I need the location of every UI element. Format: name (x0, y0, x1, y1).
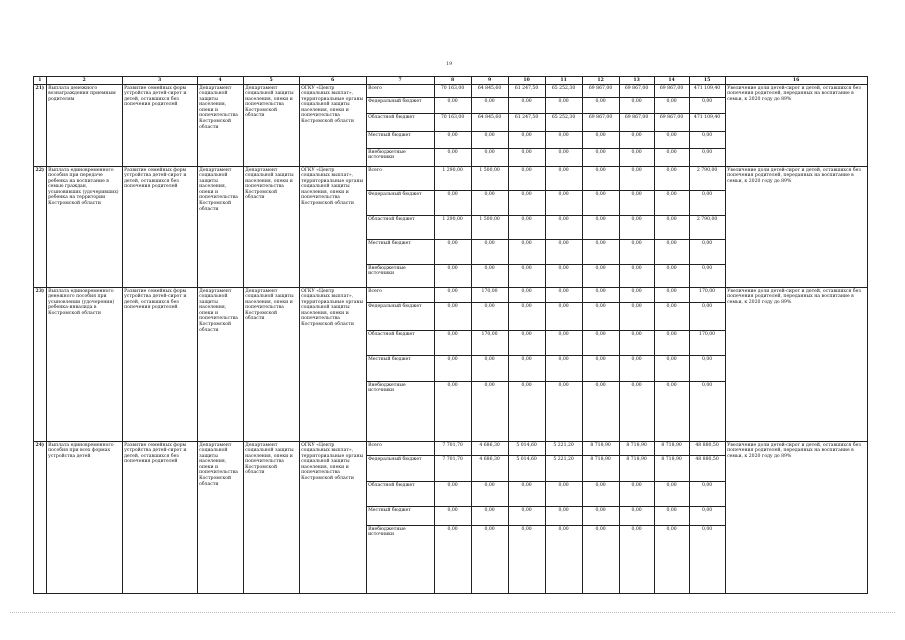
column-number: 3 (122, 77, 197, 85)
funding-value: 0,00 (434, 382, 471, 442)
funding-source: Местный бюджет (366, 507, 434, 526)
funding-value: 0,00 (471, 382, 508, 442)
funding-value: 0,00 (434, 191, 471, 216)
funding-value: 0,00 (654, 303, 689, 331)
funding-value: 0,00 (654, 265, 689, 288)
funding-value: 0,00 (689, 98, 725, 114)
funding-value: 0,00 (582, 482, 619, 507)
funding-value: 0,00 (654, 132, 689, 149)
funding-value: 0,00 (545, 132, 582, 149)
program-measures-table (33, 76, 868, 594)
co-executor: Департамент социальной защиты населения, опеки и попечительства Костромской области (243, 167, 299, 288)
funding-value: 0,00 (689, 265, 725, 288)
funding-value: 0,00 (619, 132, 654, 149)
funding-value: 5 014,60 (508, 456, 545, 482)
funding-value: 0,00 (434, 240, 471, 265)
funding-value: 0,00 (545, 216, 582, 240)
funding-value: 0,00 (434, 149, 471, 167)
funding-value: 0,00 (471, 303, 508, 331)
funding-value: 0,00 (582, 303, 619, 331)
funding-value: 471 109,40 (689, 85, 725, 98)
funding-value: 7 701,70 (434, 456, 471, 482)
funding-value: 0,00 (582, 382, 619, 442)
expected-result: Увеличение доли детей-сирот и детей, оставшихся без попечения родителей, переданных на воспитание в семьи, к 2020 году до 89% (725, 442, 867, 594)
funding-value: 0,00 (689, 132, 725, 149)
funding-value: 0,00 (689, 382, 725, 442)
funding-source: Областной бюджет (366, 216, 434, 240)
measure-number: 24) (34, 442, 47, 594)
funding-value: 0,00 (689, 507, 725, 526)
funding-value: 0,00 (545, 167, 582, 191)
funds-recipient: ОГКУ «Центр социальных выплат», территориальные органы социальной защиты населения, опеки и попечительства Костромской области (299, 288, 366, 442)
funding-source: Областной бюджет (366, 482, 434, 507)
funding-value: 0,00 (508, 382, 545, 442)
funding-value: 0,00 (471, 191, 508, 216)
funding-value: 0,00 (654, 356, 689, 382)
funding-value: 0,00 (545, 303, 582, 331)
funding-value: 0,00 (508, 482, 545, 507)
co-executor: Департамент социальной защиты населения, опеки и попечительства Костромской области (243, 288, 299, 442)
funding-value: 0,00 (471, 482, 508, 507)
funding-value: 0,00 (654, 191, 689, 216)
funding-value: 1 500,00 (471, 167, 508, 191)
funding-value: 0,00 (471, 149, 508, 167)
funding-value: 0,00 (508, 149, 545, 167)
co-executor: Департамент социальной защиты населения, опеки и попечительства Костромской области (243, 85, 299, 167)
funding-value: 0,00 (434, 482, 471, 507)
funding-value: 0,00 (689, 482, 725, 507)
funding-value: 0,00 (545, 356, 582, 382)
funding-value: 0,00 (619, 167, 654, 191)
funding-value: 0,00 (619, 98, 654, 114)
funding-value: 0,00 (689, 191, 725, 216)
funding-value: 0,00 (434, 288, 471, 303)
funding-value: 0,00 (619, 356, 654, 382)
expected-result: Увеличение доли детей-сирот и детей, оставшихся без попечения родителей, переданных на воспитание в семьи, к 2020 году до 89% (725, 85, 867, 167)
funding-source: Всего (366, 85, 434, 98)
funding-source: Внебюджетные источники (366, 382, 434, 442)
funding-value: 0,00 (508, 526, 545, 594)
funding-value: 0,00 (654, 240, 689, 265)
column-number: 2 (46, 77, 122, 85)
funding-value: 0,00 (434, 265, 471, 288)
funding-value: 2 790,00 (689, 216, 725, 240)
funding-value: 0,00 (508, 356, 545, 382)
column-number: 16 (725, 77, 867, 85)
funding-value: 8 718,90 (619, 442, 654, 456)
funds-recipient: ОГКУ «Центр социальных выплат», территориальные органы социальной защиты населения, опеки и попечительства Костромской области (299, 442, 366, 594)
funding-value: 0,00 (654, 482, 689, 507)
funding-value: 0,00 (434, 507, 471, 526)
funding-value: 0,00 (471, 98, 508, 114)
measure-row (34, 167, 868, 191)
funding-value: 8 718,90 (619, 456, 654, 482)
funding-value: 0,00 (689, 240, 725, 265)
funding-value: 69 867,00 (654, 114, 689, 132)
measure-name: Выплата единовременного пособия при всех формах устройства детей (46, 442, 122, 594)
funding-value: 65 252,30 (545, 85, 582, 98)
funding-value: 64 845,60 (471, 114, 508, 132)
funding-value: 0,00 (582, 132, 619, 149)
funding-value: 0,00 (582, 191, 619, 216)
funding-value: 0,00 (471, 265, 508, 288)
column-number: 9 (471, 77, 508, 85)
funding-value: 0,00 (471, 132, 508, 149)
responsible-executor: Департамент социальной защиты населения, опеки и попечительства Костромской области (197, 288, 243, 442)
funding-value: 0,00 (654, 526, 689, 594)
funding-source: Федеральный бюджет (366, 191, 434, 216)
funding-value: 0,00 (654, 331, 689, 356)
funding-value: 0,00 (619, 149, 654, 167)
funding-value: 8 718,90 (582, 456, 619, 482)
funding-value: 0,00 (582, 507, 619, 526)
funding-value: 0,00 (545, 526, 582, 594)
funding-value: 1 290,00 (434, 216, 471, 240)
funding-value: 0,00 (689, 356, 725, 382)
column-number: 7 (366, 77, 434, 85)
funding-source: Местный бюджет (366, 132, 434, 149)
funding-value: 0,00 (545, 331, 582, 356)
funding-value: 0,00 (508, 303, 545, 331)
funding-value: 0,00 (689, 149, 725, 167)
funding-value: 0,00 (508, 191, 545, 216)
funding-source: Федеральный бюджет (366, 303, 434, 331)
responsible-executor: Департамент социальной защиты населения, опеки и попечительства Костромской области (197, 167, 243, 288)
responsible-executor: Департамент социальной защиты населения, опеки и попечительства Костромской области (197, 442, 243, 594)
funding-value: 69 867,00 (582, 114, 619, 132)
funding-value: 0,00 (654, 382, 689, 442)
funding-source: Внебюджетные источники (366, 149, 434, 167)
funding-value: 0,00 (654, 507, 689, 526)
funding-source: Областной бюджет (366, 114, 434, 132)
funding-value: 0,00 (582, 167, 619, 191)
funding-value: 0,00 (689, 303, 725, 331)
funding-value: 0,00 (508, 132, 545, 149)
measure-name: Выплата денежного вознаграждения приемным родителям (46, 85, 122, 167)
funding-value: 69 867,00 (654, 85, 689, 98)
column-number: 15 (689, 77, 725, 85)
funding-value: 0,00 (619, 265, 654, 288)
column-number-row (34, 77, 868, 85)
funding-value: 0,00 (619, 303, 654, 331)
funding-value: 0,00 (689, 526, 725, 594)
funding-value: 0,00 (545, 288, 582, 303)
funding-value: 48 880,50 (689, 456, 725, 482)
funding-value: 0,00 (545, 98, 582, 114)
measure-name: Выплата единовременного пособия при передаче ребенка на воспитание в семью граждан, усыновивших (удочеривших) ребенка на территории Костромской области (46, 167, 122, 288)
funding-source: Всего (366, 167, 434, 191)
funding-value: 0,00 (545, 149, 582, 167)
expected-result: Увеличение доли детей-сирот и детей, оставшихся без попечения родителей, переданных на воспитание в семьи, к 2020 году до 89% (725, 167, 867, 288)
funding-value: 0,00 (619, 507, 654, 526)
measure-number: 21) (34, 85, 47, 167)
funding-value: 0,00 (545, 482, 582, 507)
funding-value: 170,00 (471, 331, 508, 356)
funding-value: 0,00 (654, 98, 689, 114)
funding-value: 70 163,00 (434, 85, 471, 98)
responsible-executor: Департамент социальной защиты населения, опеки и попечительства Костромской области (197, 85, 243, 167)
funding-value: 70 163,00 (434, 114, 471, 132)
funding-value: 0,00 (508, 167, 545, 191)
funding-value: 65 252,30 (545, 114, 582, 132)
measure-target: Развитие семейных форм устройства детей-сирот и детей, оставшихся без попечения родителей (122, 85, 197, 167)
funding-value: 1 500,00 (471, 216, 508, 240)
funding-value: 0,00 (471, 356, 508, 382)
funding-source: Всего (366, 288, 434, 303)
funding-source: Федеральный бюджет (366, 456, 434, 482)
column-number: 12 (582, 77, 619, 85)
funding-value: 0,00 (619, 216, 654, 240)
funding-value: 0,00 (582, 149, 619, 167)
funding-source: Местный бюджет (366, 240, 434, 265)
measure-row (34, 288, 868, 303)
funding-value: 170,00 (689, 288, 725, 303)
funding-value: 0,00 (434, 98, 471, 114)
column-number: 10 (508, 77, 545, 85)
funding-value: 0,00 (582, 331, 619, 356)
funding-value: 5 221,20 (545, 456, 582, 482)
funding-value: 0,00 (434, 331, 471, 356)
funding-value: 0,00 (654, 216, 689, 240)
funding-value: 0,00 (582, 356, 619, 382)
column-number: 11 (545, 77, 582, 85)
funding-value: 0,00 (619, 240, 654, 265)
funding-value: 5 014,60 (508, 442, 545, 456)
funding-value: 0,00 (434, 356, 471, 382)
measure-number: 22) (34, 167, 47, 288)
column-number: 13 (619, 77, 654, 85)
funding-value: 4 686,30 (471, 442, 508, 456)
measure-target: Развитие семейных форм устройства детей-сирот и детей, оставшихся без попечения родителей (122, 288, 197, 442)
funding-value: 7 701,70 (434, 442, 471, 456)
column-number: 14 (654, 77, 689, 85)
column-number: 5 (243, 77, 299, 85)
funding-value: 0,00 (545, 265, 582, 288)
measure-number: 23) (34, 288, 47, 442)
measure-row (34, 85, 868, 98)
funding-value: 0,00 (508, 331, 545, 356)
funding-source: Федеральный бюджет (366, 98, 434, 114)
funding-value: 0,00 (508, 265, 545, 288)
funding-value: 0,00 (654, 288, 689, 303)
funding-source: Внебюджетные источники (366, 265, 434, 288)
funding-source: Местный бюджет (366, 356, 434, 382)
funding-value: 8 718,90 (654, 442, 689, 456)
funding-value: 69 867,00 (619, 114, 654, 132)
funding-source: Областной бюджет (366, 331, 434, 356)
measure-target: Развитие семейных форм устройства детей-сирот и детей, оставшихся без попечения родителей (122, 167, 197, 288)
funds-recipient: ОГКУ «Центр социальных выплат», территориальные органы социальной защиты населения, опеки и попечительства Костромской области (299, 167, 366, 288)
column-number: 6 (299, 77, 366, 85)
funding-value: 0,00 (582, 526, 619, 594)
funding-value: 0,00 (545, 191, 582, 216)
funding-value: 64 845,60 (471, 85, 508, 98)
funding-value: 0,00 (619, 382, 654, 442)
funding-value: 0,00 (654, 149, 689, 167)
funding-value: 0,00 (508, 240, 545, 265)
funding-value: 0,00 (582, 288, 619, 303)
funding-value: 0,00 (619, 331, 654, 356)
funding-value: 2 790,00 (689, 167, 725, 191)
funding-value: 0,00 (508, 216, 545, 240)
funding-value: 0,00 (471, 526, 508, 594)
funding-value: 170,00 (471, 288, 508, 303)
funding-value: 0,00 (508, 98, 545, 114)
funds-recipient: ОГКУ «Центр социальных выплат», территориальные органы социальной защиты населения, опеки и попечительства Костромской области (299, 85, 366, 167)
scan-edge-line (10, 612, 895, 613)
funding-value: 0,00 (582, 216, 619, 240)
funding-value: 0,00 (582, 98, 619, 114)
funding-value: 170,00 (689, 331, 725, 356)
funding-source: Всего (366, 442, 434, 456)
funding-value: 0,00 (434, 526, 471, 594)
funding-value: 8 718,90 (654, 456, 689, 482)
funding-value: 61 247,50 (508, 114, 545, 132)
funding-value: 69 867,00 (582, 85, 619, 98)
funding-value: 1 290,00 (434, 167, 471, 191)
funding-value: 48 880,50 (689, 442, 725, 456)
co-executor: Департамент социальной защиты населения, опеки и попечительства Костромской области (243, 442, 299, 594)
funding-value: 0,00 (434, 303, 471, 331)
funding-value: 0,00 (508, 288, 545, 303)
funding-value: 0,00 (545, 507, 582, 526)
funding-value: 0,00 (619, 482, 654, 507)
page-number: 19 (446, 61, 453, 67)
funding-value: 4 686,30 (471, 456, 508, 482)
funding-value: 5 221,20 (545, 442, 582, 456)
funding-value: 0,00 (582, 240, 619, 265)
funding-value: 0,00 (582, 265, 619, 288)
expected-result: Увеличение доли детей-сирот и детей, оставшихся без попечения родителей, переданных на воспитание в семьи, к 2020 году до 89% (725, 288, 867, 442)
funding-value: 61 247,50 (508, 85, 545, 98)
column-number: 8 (434, 77, 471, 85)
funding-value: 0,00 (619, 526, 654, 594)
funding-value: 0,00 (654, 167, 689, 191)
funding-value: 0,00 (471, 240, 508, 265)
funding-value: 8 718,90 (582, 442, 619, 456)
measure-row (34, 442, 868, 456)
funding-value: 0,00 (619, 191, 654, 216)
funding-value: 0,00 (508, 507, 545, 526)
column-number: 4 (197, 77, 243, 85)
measure-target: Развитие семейных форм устройства детей-сирот и детей, оставшихся без попечения родителей (122, 442, 197, 594)
funding-value: 69 867,00 (619, 85, 654, 98)
funding-value: 471 109,40 (689, 114, 725, 132)
funding-value: 0,00 (471, 507, 508, 526)
funding-value: 0,00 (434, 132, 471, 149)
funding-value: 0,00 (545, 240, 582, 265)
funding-source: Внебюджетные источники (366, 526, 434, 594)
funding-value: 0,00 (545, 382, 582, 442)
funding-value: 0,00 (619, 288, 654, 303)
column-number: 1 (34, 77, 47, 85)
measure-name: Выплата единовременного денежного пособия при усыновлении (удочерении) ребенка-инвалида в Костромской области (46, 288, 122, 442)
